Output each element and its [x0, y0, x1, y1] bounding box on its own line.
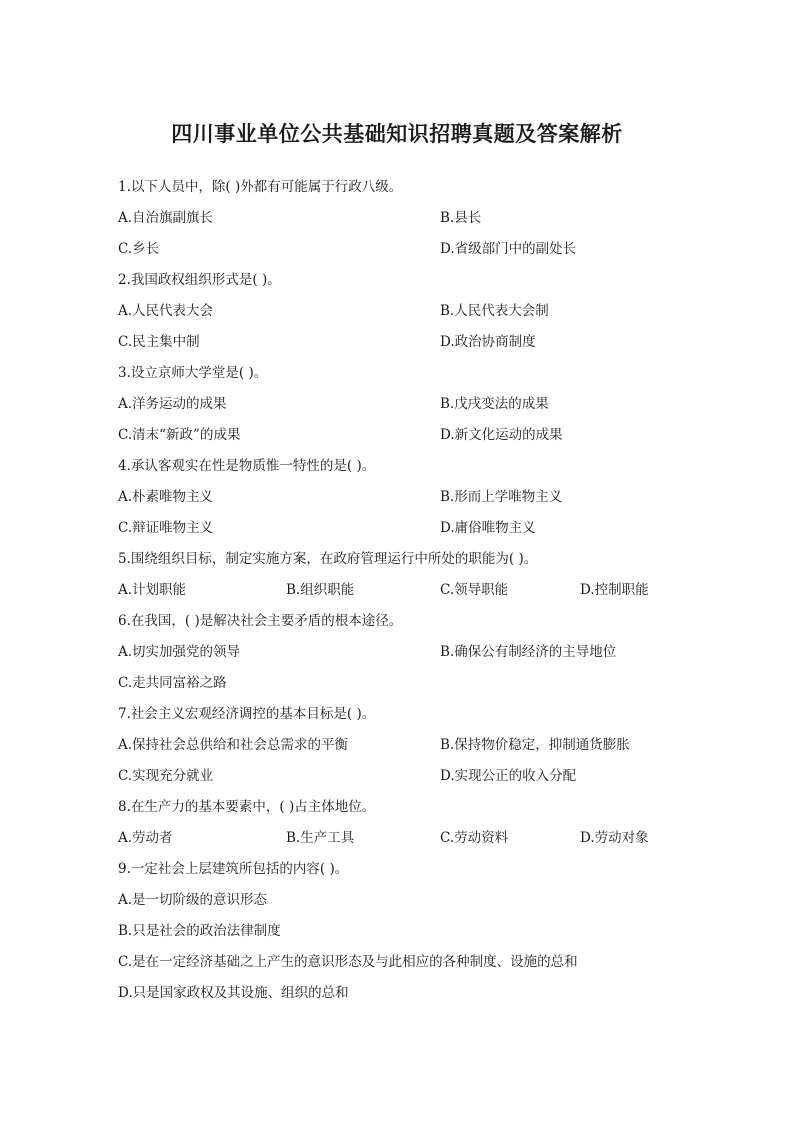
- option: D.省级部门中的副处长: [440, 241, 577, 257]
- option: A.切实加强党的领导: [118, 644, 241, 660]
- option-row: [118, 730, 698, 761]
- question-stem: 6.在我国，( )是解决社会主要矛盾的根本途径。: [118, 613, 403, 629]
- option-row: [118, 327, 698, 358]
- option: B.只是社会的政治法律制度: [118, 923, 281, 939]
- option-row: [118, 420, 698, 451]
- option: C.劳动资料: [440, 830, 509, 846]
- option-row: [118, 513, 698, 544]
- option: A.计划职能: [118, 582, 187, 598]
- option: A.洋务运动的成果: [118, 396, 227, 412]
- option: B.确保公有制经济的主导地位: [440, 644, 617, 660]
- option: C.辩证唯物主义: [118, 520, 214, 536]
- option: B.戊戌变法的成果: [440, 396, 549, 412]
- option: A.朴素唯物主义: [118, 489, 214, 505]
- option-row: [118, 482, 698, 513]
- option: D.新文化运动的成果: [440, 427, 563, 443]
- option: B.人民代表大会制: [440, 303, 549, 319]
- option-row: [118, 389, 698, 420]
- option: A.是一切阶级的意识形态: [118, 892, 268, 908]
- option: C.乡长: [118, 241, 160, 257]
- option-row: [118, 637, 698, 668]
- option: A.自治旗副旗长: [118, 210, 214, 226]
- option: D.控制职能: [580, 582, 649, 598]
- option-row: [118, 978, 698, 1009]
- option: C.领导职能: [440, 582, 509, 598]
- option-row: [118, 575, 698, 606]
- question-stem: 4.承认客观实在性是物质惟一特性的是( )。: [118, 458, 376, 474]
- option-row: [118, 885, 698, 916]
- option: A.劳动者: [118, 830, 173, 846]
- option: B.组织职能: [286, 582, 355, 598]
- option: C.民主集中制: [118, 334, 200, 350]
- option: D.庸俗唯物主义: [440, 520, 536, 536]
- option: B.保持物价稳定，抑制通货膨胀: [440, 737, 630, 753]
- option: D.实现公正的收入分配: [440, 768, 577, 784]
- option-row: [118, 823, 698, 854]
- option-row: [118, 916, 698, 947]
- question-stem: 8.在生产力的基本要素中，( )占主体地位。: [118, 799, 376, 815]
- option: B.生产工具: [286, 830, 355, 846]
- option: D.劳动对象: [580, 830, 649, 846]
- option: C.走共同富裕之路: [118, 675, 227, 691]
- option: C.实现充分就业: [118, 768, 214, 784]
- option: D.政治协商制度: [440, 334, 536, 350]
- question-stem: 3.设立京师大学堂是( )。: [118, 365, 268, 381]
- option: A.人民代表大会: [118, 303, 214, 319]
- question-list: [118, 172, 698, 1009]
- question-stem: 2.我国政权组织形式是( )。: [118, 272, 281, 288]
- option-row: [118, 947, 698, 978]
- question-stem: 1.以下人员中，除( )外都有可能属于行政八级。: [118, 179, 403, 195]
- option: B.形而上学唯物主义: [440, 489, 563, 505]
- option-row: [118, 761, 698, 792]
- option: B.县长: [440, 210, 482, 226]
- option-row: [118, 296, 698, 327]
- option: D.只是国家政权及其设施、组织的总和: [118, 985, 349, 1001]
- option-row: [118, 203, 698, 234]
- question-stem: 5.围绕组织目标，制定实施方案，在政府管理运行中所处的职能为( )。: [118, 551, 538, 567]
- option: C.是在一定经济基础之上产生的意识形态及与此相应的各种制度、设施的总和: [118, 954, 578, 970]
- option-row: [118, 234, 698, 265]
- question-stem: 7.社会主义宏观经济调控的基本目标是( )。: [118, 706, 376, 722]
- option-row: [118, 668, 698, 699]
- document-title: 四川事业单位公共基础知识招聘真题及答案解析: [171, 121, 623, 146]
- question-stem: 9.一定社会上层建筑所包括的内容( )。: [118, 861, 349, 877]
- option: C.清末“新政”的成果: [118, 427, 241, 443]
- option: A.保持社会总供给和社会总需求的平衡: [118, 737, 349, 753]
